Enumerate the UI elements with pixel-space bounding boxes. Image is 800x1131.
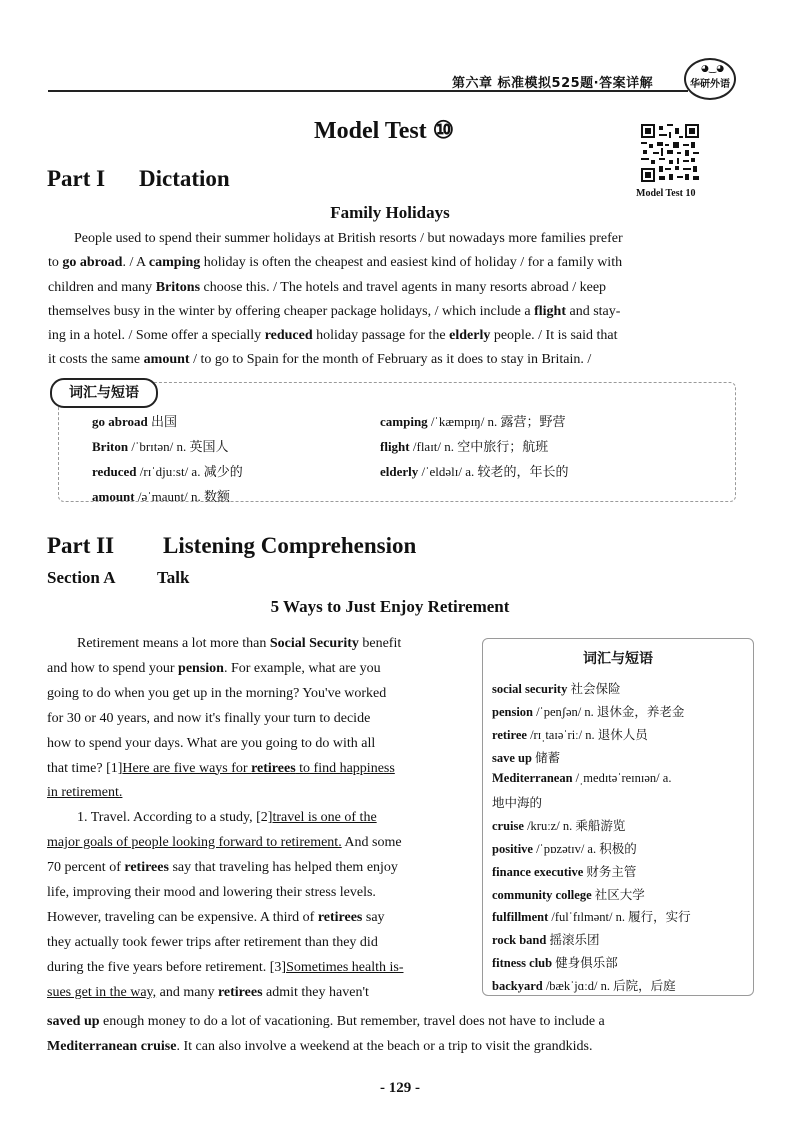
dictation-line: children and many Britons choose this. / The hotels and travel agents in many resorts abroad / keep bbox=[48, 279, 607, 295]
talk-line: 1. Travel. According to a study, [2]travel is one of the bbox=[77, 810, 377, 826]
talk-line: saved up enough money to do a lot of vacationing. But remember, travel does not have to include a bbox=[47, 1014, 605, 1029]
talk-line: 70 percent of retirees say that traveling has helped them enjoy bbox=[47, 860, 398, 876]
part-2-number: Part II bbox=[47, 533, 115, 558]
part-1-heading bbox=[47, 166, 230, 192]
dictation-title: Family Holidays bbox=[330, 203, 450, 222]
vocab-item: 地中海的 bbox=[492, 796, 543, 810]
talk-passage-continued bbox=[47, 1010, 753, 1059]
talk-line: and how to spend your pension. For example, what are you bbox=[47, 660, 381, 676]
talk-line: how to spend your days. What are you going to do with all bbox=[47, 735, 376, 751]
qr-label: Model Test 10 bbox=[636, 188, 696, 199]
talk-line: However, traveling can be expensive. A third of retirees say bbox=[47, 909, 385, 925]
dictation-line: People used to spend their summer holidays at British resorts / but nowadays more families prefer bbox=[74, 231, 623, 246]
header-rule bbox=[48, 90, 688, 92]
vocab-item: fulfillment /fulˈfɪlmənt/ n. 履行，实行 bbox=[492, 910, 691, 924]
vocab-item: flight /flaɪt/ n. 空中旅行；航班 bbox=[380, 439, 549, 454]
vocab-item: finance executive 财务主管 bbox=[492, 865, 637, 879]
vocab-item: positive /ˈpɒzətɪv/ a. 积极的 bbox=[492, 842, 637, 856]
page-number: - 129 - bbox=[380, 1080, 420, 1096]
chapter-header: 第六章 标准模拟525题·答案详解 bbox=[452, 76, 654, 91]
vocab-item: pension /ˈpenʃən/ n. 退休金，养老金 bbox=[492, 705, 685, 719]
talk-line: life, improving their mood and lowering their stress levels. bbox=[47, 885, 376, 901]
talk-line: major goals of people looking forward to retirement. And some bbox=[47, 835, 402, 851]
talk-title: 5 Ways to Just Enjoy Retirement bbox=[270, 597, 510, 616]
vocab-item: cruise /kruːz/ n. 乘船游览 bbox=[492, 819, 626, 833]
part-1-name: Dictation bbox=[139, 166, 230, 191]
vocab-item: camping /ˈkæmpɪŋ/ n. 露营；野营 bbox=[380, 414, 566, 429]
vocab-item: Briton /ˈbrɪtən/ n. 英国人 bbox=[92, 439, 229, 454]
dictation-passage bbox=[48, 227, 762, 373]
model-test-title: Model Test ⑩ bbox=[314, 118, 455, 144]
dictation-line: to go abroad. / A camping holiday is often the cheapest and easiest kind of holiday / for a family with bbox=[48, 255, 623, 271]
vocab-item: fitness club 健身俱乐部 bbox=[492, 956, 618, 970]
talk-line: that time? [1]Here are five ways for retirees to find happiness bbox=[47, 760, 395, 776]
vocab-box-2-heading: 词汇与短语 bbox=[583, 651, 653, 667]
part-2-heading bbox=[47, 533, 416, 559]
talk-passage bbox=[47, 632, 467, 1006]
vocab-item: elderly /ˈeldəlɪ/ a. 较老的，年长的 bbox=[380, 464, 569, 479]
vocab-item: rock band 摇滚乐团 bbox=[492, 933, 600, 947]
section-label: Section A bbox=[47, 568, 116, 587]
frog-icon: ◕‿◕ bbox=[701, 64, 725, 74]
vocab-item: social security 社会保险 bbox=[492, 682, 621, 696]
talk-line: Mediterranean cruise. It can also involve a weekend at the beach or a trip to visit the grandkids. bbox=[47, 1038, 593, 1054]
dictation-line: ing in a hotel. / Some offer a specially reduced holiday passage for the elderly people. / It is said that bbox=[48, 328, 618, 344]
vocab-item: go abroad 出国 bbox=[92, 414, 178, 429]
vocab-item: amount /əˈmaunt/ n. 数额 bbox=[92, 489, 230, 504]
vocab-item: Mediterranean /ˌmedɪtəˈreɪnɪən/ a. bbox=[492, 771, 672, 785]
talk-line: during the five years before retirement. [3]Sometimes health is- bbox=[47, 959, 404, 975]
talk-line: for 30 or 40 years, and now it's finally your turn to decide bbox=[47, 710, 371, 726]
dictation-line: themselves busy in the winter by offering cheaper package holidays, / which include a flight and stay- bbox=[48, 303, 621, 319]
vocab-badge: 词汇与短语 bbox=[50, 378, 158, 408]
part-1-number: Part I bbox=[47, 166, 106, 191]
section-a-heading bbox=[47, 568, 189, 588]
vocab-item: community college 社区大学 bbox=[492, 888, 645, 902]
vocab-item: save up 储蓄 bbox=[492, 751, 561, 765]
talk-line: going to do when you get up in the morning? You've worked bbox=[47, 685, 387, 701]
vocab-item: backyard /bækˈjɑːd/ n. 后院，后庭 bbox=[492, 979, 676, 993]
part-2-name: Listening Comprehension bbox=[163, 533, 417, 558]
vocab-item: reduced /rɪˈdjuːst/ a. 减少的 bbox=[92, 464, 243, 479]
vocab-item: retiree /rɪˌtaɪəˈriː/ n. 退休人员 bbox=[492, 728, 648, 742]
logo-text: 华研外语 bbox=[690, 79, 730, 90]
talk-line: they actually took fewer trips after retirement than they did bbox=[47, 934, 378, 950]
talk-line: in retirement. bbox=[47, 785, 123, 801]
section-name: Talk bbox=[157, 568, 190, 587]
publisher-logo bbox=[684, 58, 736, 100]
talk-line: Retirement means a lot more than Social Security benefit bbox=[77, 636, 402, 651]
qr-code-icon bbox=[641, 124, 699, 182]
talk-line: sues get in the way, and many retirees admit they haven't bbox=[47, 984, 369, 1000]
dictation-line: it costs the same amount / to go to Spain for the month of February as it does to stay in Britain. / bbox=[48, 352, 592, 368]
